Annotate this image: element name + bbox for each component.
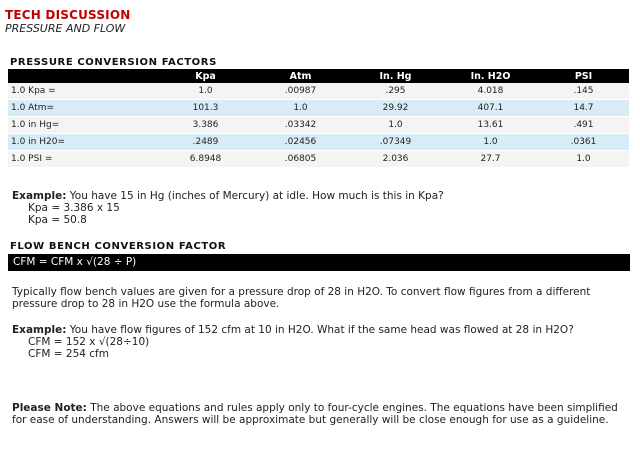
table-cell: .06805 — [253, 151, 348, 168]
table-cell: 3.386 — [158, 117, 253, 134]
table-cell: .0361 — [538, 134, 629, 151]
example-calc-line: CFM = 152 x √(28÷10) — [28, 336, 150, 348]
column-header: Kpa — [158, 69, 253, 83]
table-cell: 27.7 — [443, 151, 538, 168]
table-cell: 407.1 — [443, 100, 538, 117]
row-label: 1.0 PSI = — [8, 151, 158, 168]
row-label: 1.0 Kpa = — [8, 83, 158, 100]
example-line — [12, 324, 632, 336]
table-cell: 14.7 — [538, 100, 629, 117]
table-cell: 1.0 — [538, 151, 629, 168]
pressure-heading: PRESSURE CONVERSION FACTORS — [10, 57, 217, 68]
table-row — [8, 134, 629, 151]
page-header — [5, 9, 635, 35]
table-cell: .145 — [538, 83, 629, 100]
table-row — [8, 151, 629, 168]
table-cell: 13.61 — [443, 117, 538, 134]
table-cell: 1.0 — [253, 100, 348, 117]
note-label: Please Note: — [12, 402, 87, 414]
table-cell: 1.0 — [348, 117, 443, 134]
flow-heading: FLOW BENCH CONVERSION FACTOR — [10, 241, 227, 252]
column-header: PSI — [538, 69, 629, 83]
example-kpa — [12, 190, 632, 226]
table-row — [8, 83, 629, 100]
row-label: 1.0 Atm= — [8, 100, 158, 117]
flow-formula-bar: CFM = CFM x √(28 ÷ P) — [8, 254, 630, 271]
table-cell: .00987 — [253, 83, 348, 100]
table-cell: .2489 — [158, 134, 253, 151]
table-cell: 1.0 — [158, 83, 253, 100]
table-cell: 4.018 — [443, 83, 538, 100]
flow-paragraph: Typically flow bench values are given for a pressure drop of 28 in H2O. To convert flow figures from a different pressure drop to 28 in H2O use the formula above. — [12, 286, 591, 310]
example-text: You have 15 in Hg (inches of Mercury) at idle. How much is this in Kpa? — [66, 190, 444, 202]
table-cell: .07349 — [348, 134, 443, 151]
example-line — [12, 190, 632, 202]
page-subtitle: PRESSURE AND FLOW — [5, 22, 126, 35]
row-label: 1.0 in H20= — [8, 134, 158, 151]
example-cfm — [12, 324, 632, 360]
example-result-line: CFM = 254 cfm — [28, 348, 109, 360]
page-title: TECH DISCUSSION — [5, 8, 131, 22]
table-cell: 29.92 — [348, 100, 443, 117]
column-header: In. Hg — [348, 69, 443, 83]
column-header: Atm — [253, 69, 348, 83]
row-label: 1.0 in Hg= — [8, 117, 158, 134]
example-result-line: Kpa = 50.8 — [28, 214, 87, 226]
example-text: You have flow figures of 152 cfm at 10 in H2O. What if the same head was flowed at 28 in H2O? — [66, 324, 574, 336]
table-cell: 1.0 — [443, 134, 538, 151]
table-row — [8, 117, 629, 134]
example-label: Example: — [12, 190, 67, 202]
table-header-row — [8, 69, 629, 83]
pressure-conversion-table — [8, 69, 629, 168]
table-cell: .295 — [348, 83, 443, 100]
table-cell: .02456 — [253, 134, 348, 151]
table-cell: .491 — [538, 117, 629, 134]
table-cell: 101.3 — [158, 100, 253, 117]
example-label: Example: — [12, 324, 67, 336]
column-header: In. H2O — [443, 69, 538, 83]
table-cell: 6.8948 — [158, 151, 253, 168]
table-cell: .03342 — [253, 117, 348, 134]
please-note — [12, 402, 632, 426]
table-row — [8, 100, 629, 117]
example-calc-line: Kpa = 3.386 x 15 — [28, 202, 120, 214]
note-text: The above equations and rules apply only to four-cycle engines. The equations have been simplified for ease of understanding. Answers will be approximate but generally will be close enough for use as a guideline. — [12, 402, 618, 426]
table-cell: 2.036 — [348, 151, 443, 168]
column-header — [8, 69, 158, 83]
